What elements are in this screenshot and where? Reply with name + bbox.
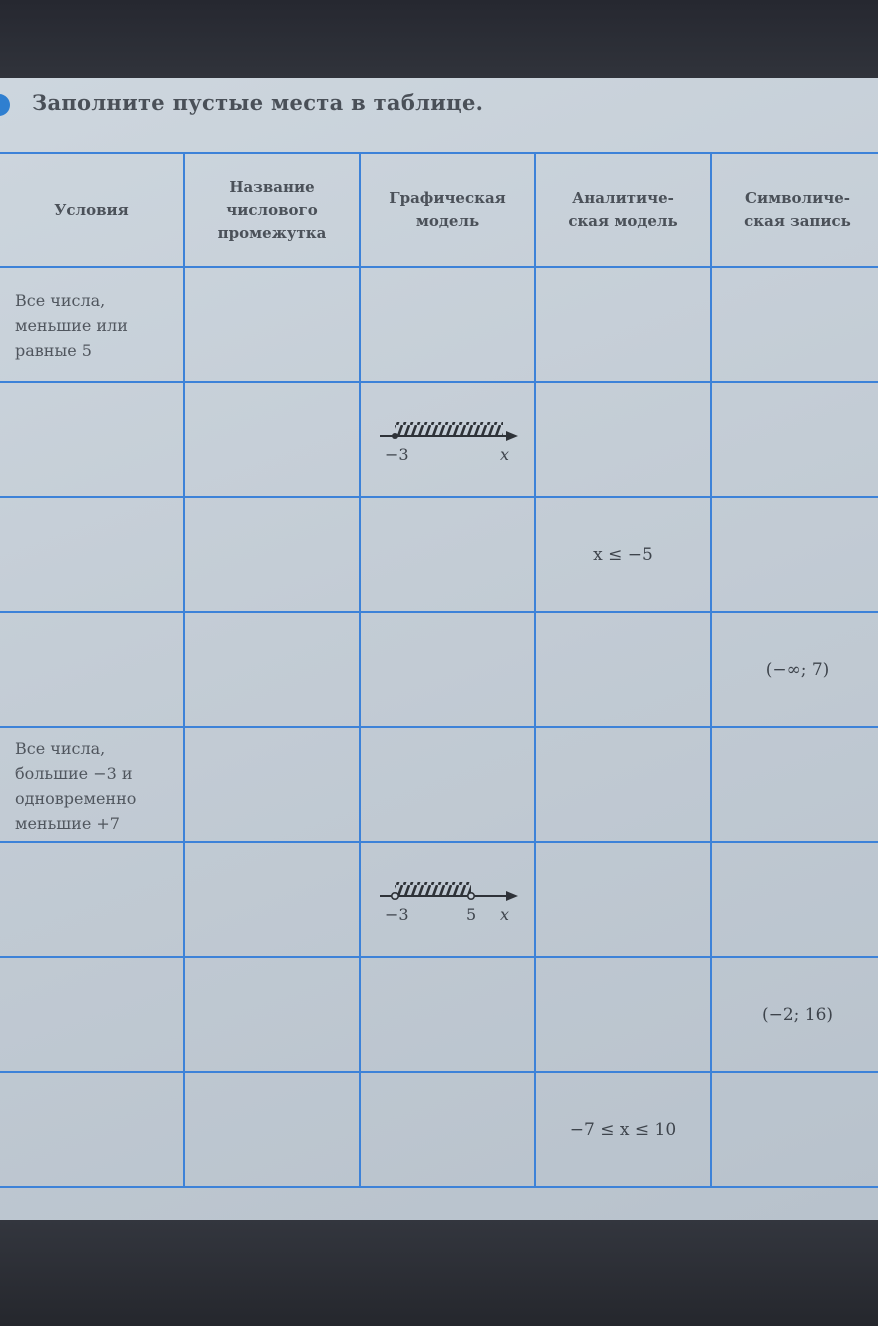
table-row — [0, 612, 878, 727]
task-instruction: Заполните пустые места в таблице. — [32, 90, 484, 115]
symbolic-notation-cell[interactable] — [711, 497, 878, 612]
hatching — [395, 882, 471, 896]
header-conditions: Условия — [0, 153, 184, 267]
interval-name-cell[interactable] — [184, 612, 360, 727]
interval-name-cell[interactable] — [184, 267, 360, 382]
graphic-model-cell — [360, 382, 535, 497]
number-line-interval-minus-3-to-5 — [375, 871, 525, 931]
analytic-model-cell[interactable] — [535, 382, 711, 497]
symbolic-value: (−2; 16) — [761, 1004, 834, 1025]
table-row — [0, 727, 878, 842]
condition-cell[interactable] — [0, 957, 184, 1072]
condition-cell[interactable] — [0, 842, 184, 957]
tick-label: −3 — [385, 445, 409, 464]
symbolic-value: (−∞; 7) — [765, 659, 830, 680]
table-row — [0, 382, 878, 497]
header-symbolic-notation: Символиче- ская запись — [711, 153, 878, 267]
header-interval-name: Название числового промежутка — [184, 153, 360, 267]
header-analytic-model: Аналитиче- ская модель — [535, 153, 711, 267]
table-row — [0, 497, 878, 612]
tick-label: −3 — [385, 905, 409, 924]
table-header-row — [0, 153, 878, 267]
graphic-model-cell[interactable] — [360, 267, 535, 382]
symbolic-notation-cell[interactable] — [711, 1072, 878, 1187]
interval-name-cell[interactable] — [184, 842, 360, 957]
analytic-model-cell[interactable] — [535, 727, 711, 842]
symbolic-notation-cell[interactable] — [711, 842, 878, 957]
analytic-model-cell[interactable] — [535, 612, 711, 727]
axis-variable-label: x — [500, 905, 510, 924]
header-graphic-model: Графическая модель — [360, 153, 535, 267]
analytic-model-cell — [535, 1072, 711, 1187]
graphic-model-cell[interactable] — [360, 1072, 535, 1187]
interval-name-cell[interactable] — [184, 497, 360, 612]
symbolic-notation-cell — [711, 612, 878, 727]
table-row — [0, 1072, 878, 1187]
graphic-model-cell[interactable] — [360, 612, 535, 727]
symbolic-notation-cell[interactable] — [711, 727, 878, 842]
open-point — [392, 893, 398, 899]
interval-name-cell[interactable] — [184, 1072, 360, 1187]
graphic-model-cell[interactable] — [360, 727, 535, 842]
analytic-model-cell[interactable] — [535, 957, 711, 1072]
condition-cell: Все числа, большие −3 и одновременно меньшие +7 — [0, 727, 184, 842]
graphic-model-cell[interactable] — [360, 497, 535, 612]
table-row — [0, 267, 878, 382]
closed-point — [392, 433, 398, 439]
open-point — [468, 893, 474, 899]
interval-name-cell[interactable] — [184, 727, 360, 842]
condition-cell[interactable] — [0, 1072, 184, 1187]
interval-name-cell[interactable] — [184, 957, 360, 1072]
condition-cell[interactable]: Все числа, меньшие или равные 5 — [0, 267, 184, 382]
background-bottom — [0, 1220, 878, 1326]
symbolic-notation-cell — [711, 957, 878, 1072]
table-row — [0, 957, 878, 1072]
symbolic-notation-cell[interactable] — [711, 267, 878, 382]
graphic-model-cell — [360, 842, 535, 957]
condition-cell[interactable] — [0, 612, 184, 727]
condition-cell[interactable] — [0, 382, 184, 497]
analytic-model-cell — [535, 497, 711, 612]
symbolic-notation-cell[interactable] — [711, 382, 878, 497]
interval-name-cell[interactable] — [184, 382, 360, 497]
graphic-model-cell[interactable] — [360, 957, 535, 1072]
background-top — [0, 0, 878, 78]
arrow-head-icon — [506, 431, 518, 441]
condition-cell[interactable] — [0, 497, 184, 612]
intervals-table — [0, 152, 878, 1188]
axis-variable-label: x — [500, 445, 510, 464]
analytic-model-cell[interactable] — [535, 842, 711, 957]
arrow-head-icon — [506, 891, 518, 901]
hatching — [395, 422, 503, 436]
number-line-ray-from-minus-3 — [375, 411, 525, 471]
table-row — [0, 842, 878, 957]
analytic-model-cell[interactable] — [535, 267, 711, 382]
tick-label: 5 — [466, 905, 477, 924]
analytic-value: x ≤ −5 — [593, 544, 653, 565]
analytic-value: −7 ≤ x ≤ 10 — [569, 1119, 677, 1140]
